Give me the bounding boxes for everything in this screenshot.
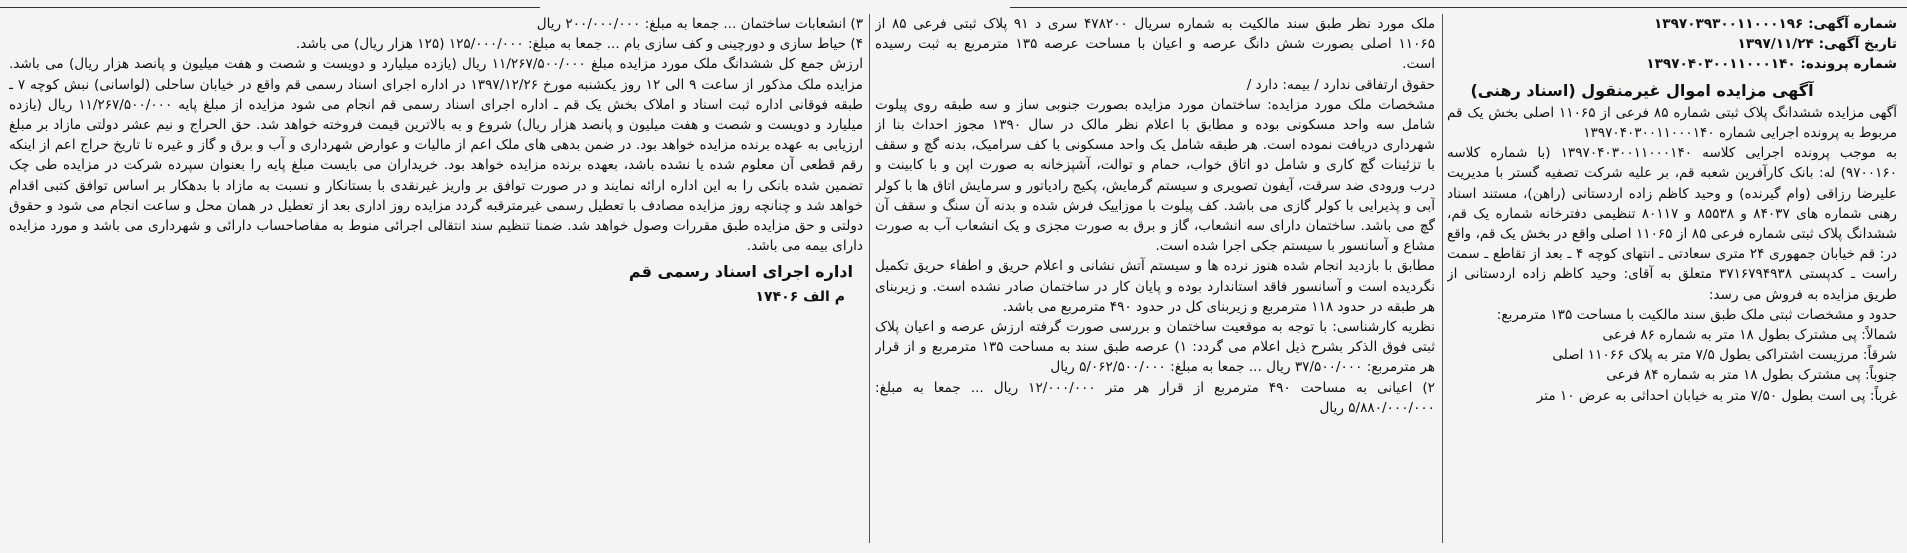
paragraph: حقوق ارتفاقی ندارد / بیمه: دارد /	[1246, 76, 1435, 93]
paragraph: مشخصات ملک مورد مزایده: ساختمان مورد مزایده بصورت جنوبی ساز و سه طبقه روی پیلوت شامل سه واحد مسکونی بوده و مطابق با اعلام نظر مالک در سال ۱۳۹۰ مجوز احداث بنا از شهرداری دریافت نموده است. هر طبقه شامل یک واحد مسکونی با کف سرامیک، بدنه گچ و سقف با تزئینات گچ کاری و شامل دو اتاق خواب، حمام و توالت، آشپزخانه به صورت اپن و با کابینت و درب ورودی ضد سرقت، آیفون تصویری و سیستم گرمایش، پکیج رادیاتور و سرمایش اتاق ها با کولر آبی و پذیرایی با کولر گازی می باشد. کف پیلوت با موزاییک فرش شده و بدنه آن سنگ و سقف آن گچ می باشد. ساختمان دارای سه انشعاب، گاز و برق به صورت مجزی و یک انشعاب آب به صورت مشاع و آسانسور با سیستم جکی اجرا شده است.	[875, 96, 1435, 255]
ad-code: م الف ۱۷۴۰۶	[755, 288, 845, 305]
paragraph: ملک مورد نظر طبق سند مالکیت به شماره سریال ۴۷۸۲۰۰ سری د ۹۱ پلاک ثبتی فرعی ۸۵ از ۱۱۰۶۵ اصلی بصورت شش دانگ عرصه و اعیان با مساحت عرصه ۱۳۵ مترمربع به ثبت رسیده است.	[875, 16, 1435, 73]
column-middle	[875, 14, 1435, 547]
top-rule-left	[0, 0, 540, 8]
paragraph: به موجب پرونده اجرایی کلاسه ۱۳۹۷۰۴۰۳۰۰۱۱۰۰۰۱۴۰ (با شماره کلاسه ۹۷۰۰۱۶۰) له: بانک کارآفرین شعبه قم، بر علیه شرکت تصفیه گستر با مدیریت علیرضا رزاقی (وام گیرنده) و وحید کاظم زاده اردستانی (راهن)، مستند اسناد رهنی شماره های ۸۴۰۳۷ و ۸۵۵۳۸ و ۸۰۱۱۷ تنظیمی دفترخانه شماره یک قم، ششدانگ پلاک ثبتی شماره فرعی ۸۵ از ۱۱۰۶۵ اصلی واقع در بخش یک قم، واقع در: قم خیابان جمهوری ۲۴ متری سعادتی ـ انتهای کوچه ۴ ـ بعد از تقاطع ـ سمت راست ـ کدپستی ۳۷۱۶۷۹۴۹۳۸ متعلق به آقای: وحید کاظم زاده اردستانی از طریق مزایده به فروش می رسد:	[1447, 145, 1897, 303]
paragraph: حدود و مشخصات ثبتی ملک طبق سند مالکیت با مساحت ۱۳۵ مترمربع:	[1496, 306, 1897, 323]
boundary-north: شمالاً: پی مشترک بطول ۱۸ متر به شماره ۸۶ فرعی	[1602, 327, 1897, 344]
paragraph: ۲) اعیانی به مساحت ۴۹۰ مترمربع از قرار هر متر ۱۲/۰۰۰/۰۰۰ ریال ... جمعا به مبلغ: ۵/۸۸۰/۰۰۰/۰۰۰ ریال	[875, 379, 1435, 416]
paragraph: مطابق با بازدید انجام شده هنوز نرده ها و سیستم آتش نشانی و اعلام حریق و اطفاء حریق تکمیل نگردیده است و آسانسور فاقد استاندارد بوده و پایان کار در ساختمان صادر نشده است. و زیربنای هر طبقه در حدود ۱۱۸ مترمربع و زیربنای کل در حدود ۴۹۰ مترمربع می باشد.	[875, 258, 1435, 315]
boundary-west: غرباً: پی است بطول ۷/۵۰ متر به خیابان احداثی به عرض ۱۰ متر	[1536, 387, 1897, 404]
column-right	[1447, 14, 1897, 547]
file-number: شماره پرونده: ۱۳۹۷۰۴۰۳۰۰۱۱۰۰۰۱۴۰	[1646, 56, 1897, 73]
paragraph: آگهی مزایده ششدانگ پلاک ثبتی شماره ۸۵ فرعی از ۱۱۰۶۵ اصلی بخش یک قم مربوط به پرونده اجرایی شماره ۱۳۹۷۰۴۰۳۰۰۱۱۰۰۰۱۴۰	[1447, 104, 1897, 142]
ad-meta	[1447, 14, 1897, 75]
paragraph: ۴) حیاط سازی و دورچینی و کف سازی بام ... جمعا به مبلغ: ۱۲۵/۰۰۰/۰۰۰ (۱۲۵ هزار ریال) می باشد.	[295, 36, 863, 53]
issuing-office: اداره اجرای اسناد رسمی قم	[628, 262, 853, 282]
paragraph: ارزش جمع کل ششدانگ ملک مورد مزایده مبلغ ۱۱/۲۶۷/۵۰۰/۰۰۰ ریال (یازده میلیارد و دویست و شصت و هفت میلیون و پانصد هزار ریال) می باشد. مزایده ملک مذکور از ساعت ۹ الی ۱۲ روز یکشنبه مورخ ۱۳۹۷/۱۲/۲۶ در اداره اجرای اسناد رسمی قم واقع در خیابان ساحلی (لواسانی) نبش کوچه ۷ ـ طبقه فوقانی اداره ثبت اسناد و املاک بخش یک قم ـ اداره اجرای اسناد رسمی قم انجام می شود مزایده از مبلغ پایه ۱۱/۲۶۷/۵۰۰/۰۰۰ ریال (یازده میلیارد و دویست و شصت و هفت میلیون و پانصد هزار ریال) شروع و به بالاترین قیمت فروخته خواهد شد. حق الحراج و نیم عشر دولتی مازاد بر مبلغ ارزیابی به عهده برنده مزایده خواهد بود. در ضمن بدهی های ملک اعم از مالیات و عوارض شهرداری و آب و برق و گاز و غیره تا تاریخ حراج اعم از اینکه رقم قطعی آن معلوم شده یا نشده باشد، بعهده برنده مزایده خواهد بود. خریداران می بایست مبلغ پایه را بعنوان سپرده شرکت در مزایده طی چک تضمین شده بانکی را به این اداره ارائه نمایند و در صورت توافق بر واریز غیرنقدی با بستانکار و نسبت به مازاد با بدهکار بر اساس توافق کتبی اقدام خواهد شد و چنانچه روز مزایده مصادف با تعطیل رسمی غیرمترقبه گردد مزایده روز اداری بعد از تعطیل در همان محل و ساعت انجام می شود و حقوق دولتی و حق مزایده طبق مقررات وصول خواهد شد. ضمنا تنظیم سند انتقالی اجرائی منوط به مفاصاحساب دارائی و شهرداری می باشد و مورد مزایده دارای بیمه می باشد.	[9, 56, 863, 255]
boundary-east: شرقاً: مرزیست اشتراکی بطول ۷/۵ متر به پلاک ۱۱۰۶۶ اصلی	[1552, 347, 1897, 364]
column-left	[9, 14, 863, 547]
ad-date: تاریخ آگهی: ۱۳۹۷/۱۱/۲۴	[1737, 36, 1897, 53]
column-divider	[869, 14, 870, 543]
column-divider	[1442, 14, 1443, 543]
paragraph: ۳) انشعابات ساختمان ... جمعا به مبلغ: ۲۰۰/۰۰۰/۰۰۰ ریال	[536, 16, 863, 32]
ad-number: شماره آگهی: ۱۳۹۷۰۳۹۳۰۰۱۱۰۰۰۱۹۶	[1654, 16, 1897, 32]
top-rule-right	[1010, 0, 1907, 8]
boundary-south: جنوباً: پی مشترک بطول ۱۸ متر به شماره ۸۴ فرعی	[1606, 367, 1897, 384]
notice-title: آگهی مزایده اموال غیرمنقول (اسناد رهنی)	[1470, 80, 1814, 100]
top-border	[0, 0, 1907, 8]
paragraph: نظریه کارشناسی: با توجه به موقعیت ساختمان و بررسی صورت گرفته ارزش عرصه و اعیان پلاک ثبتی فوق الذکر بشرح ذیل اعلام می گردد: ۱) عرصه طبق سند به مساحت ۱۳۵ مترمربع و از قرار هر مترمربع: ۳۷/۵۰۰/۰۰۰ ریال ... جمعا به مبلغ: ۵/۰۶۲/۵۰۰/۰۰۰ ریال	[875, 319, 1435, 376]
